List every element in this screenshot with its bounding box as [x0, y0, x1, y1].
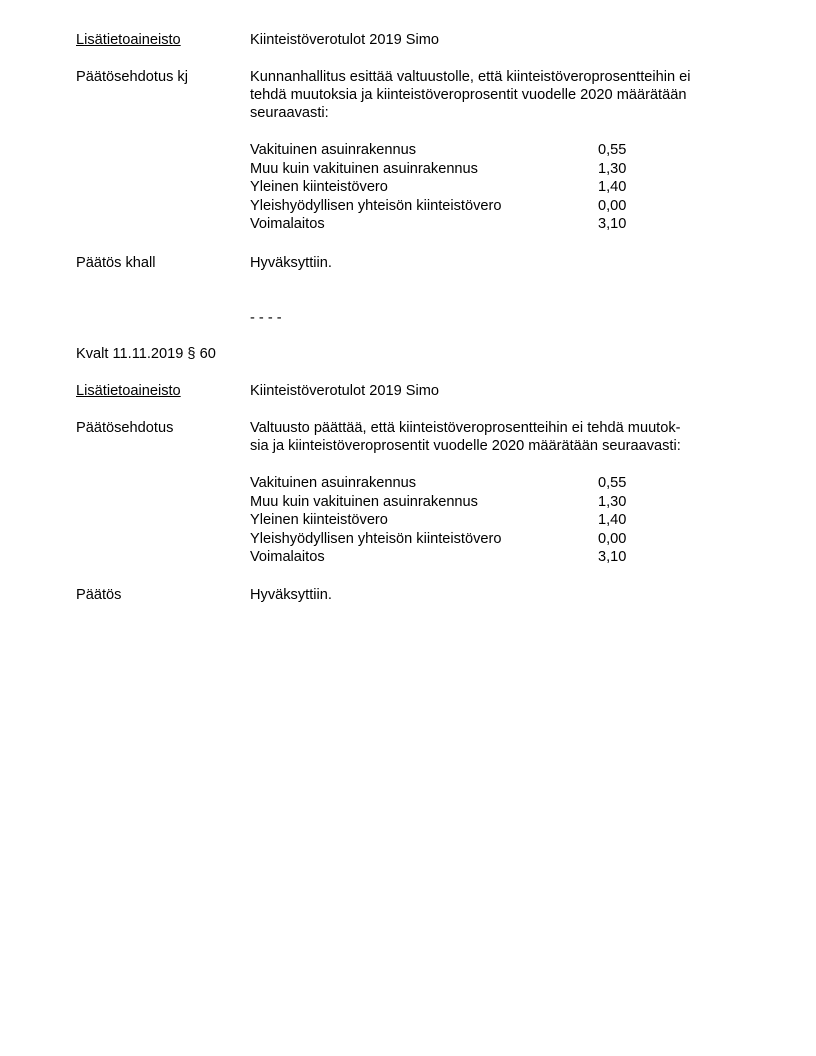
s1-proposal-line: seuraavasti: [250, 105, 329, 122]
rate-value: 0,55 [598, 142, 627, 158]
rate-value: 3,10 [598, 549, 627, 565]
s1-info-label: Lisätietoaineisto [76, 32, 181, 48]
s1-proposal-label: Päätösehdotus kj [76, 69, 188, 85]
rate-value: 3,10 [598, 216, 627, 232]
s2-decision-label: Päätös [76, 587, 122, 603]
rate-row [250, 548, 650, 567]
rate-name: Vakituinen asuinrakennus [250, 475, 417, 491]
rate-row [250, 141, 650, 160]
s2-decision-value: Hyväksyttiin. [250, 587, 332, 603]
s2-meeting-header: Kvalt 11.11.2019 § 60 [76, 346, 216, 362]
rate-row [250, 530, 650, 549]
rate-value: 0,00 [598, 530, 627, 547]
s1-decision-value: Hyväksyttiin. [250, 255, 332, 271]
rate-name: Voimalaitos [250, 216, 325, 232]
rate-value: 1,30 [598, 160, 627, 177]
rate-name: Vakituinen asuinrakennus [250, 142, 417, 158]
rate-name: Yleishyödyllisen yhteisön kiinteistövero [250, 530, 502, 547]
s2-rate-list [250, 474, 650, 567]
s2-info-label: Lisätietoaineisto [76, 383, 181, 399]
rate-value: 1,40 [598, 512, 627, 528]
rate-row [250, 178, 650, 197]
rate-name: Muu kuin vakituinen asuinrakennus [250, 160, 478, 177]
s1-decision-label: Päätös khall [76, 255, 156, 271]
s1-proposal-line: Kunnanhallitus esittää valtuustolle, että kiinteistöveroprosentteihin ei [250, 69, 691, 85]
s1-rate-list [250, 141, 650, 234]
rate-value: 1,40 [598, 179, 627, 195]
rate-name: Yleishyödyllisen yhteisön kiinteistövero [250, 197, 502, 214]
s1-proposal-line: tehdä muutoksia ja kiinteistöveroprosentit vuodelle 2020 määrätään [250, 87, 687, 104]
s2-info-value: Kiinteistöverotulot 2019 Simo [250, 383, 440, 399]
separator: - - - - [250, 310, 282, 326]
rate-row [250, 474, 650, 493]
rate-row [250, 197, 650, 216]
rate-name: Yleinen kiinteistövero [250, 179, 388, 195]
s1-proposal-text [250, 68, 750, 123]
rate-name: Yleinen kiinteistövero [250, 512, 388, 528]
rate-row [250, 215, 650, 234]
rate-value: 0,00 [598, 197, 627, 214]
rate-name: Voimalaitos [250, 549, 325, 565]
rate-row [250, 160, 650, 179]
s2-proposal-text [250, 419, 750, 455]
s2-proposal-label: Päätösehdotus [76, 420, 174, 436]
rate-value: 1,30 [598, 493, 627, 510]
rate-name: Muu kuin vakituinen asuinrakennus [250, 493, 478, 510]
rate-row [250, 493, 650, 512]
s2-proposal-line: sia ja kiinteistöveroprosentit vuodelle 2020 määrätään seuraavasti: [250, 438, 681, 455]
rate-value: 0,55 [598, 475, 627, 491]
s1-info-value: Kiinteistöverotulot 2019 Simo [250, 32, 440, 48]
rate-row [250, 511, 650, 530]
s2-proposal-line: Valtuusto päättää, että kiinteistöveroprosentteihin ei tehdä muutok- [250, 420, 681, 436]
